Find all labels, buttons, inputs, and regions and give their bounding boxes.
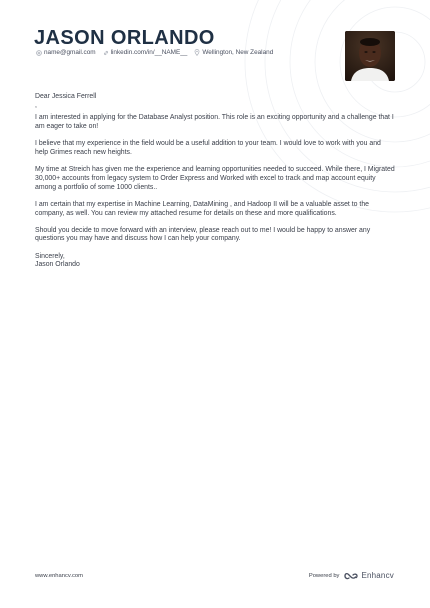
powered-by <box>309 571 394 580</box>
enhancv-logo-icon <box>344 572 358 580</box>
contact-email[interactable] <box>36 49 96 56</box>
letter-paragraph: Should you decide to move forward with an interview, please reach out to me! I would be happy to answer any questions you may have and discuss how I can help your company. <box>35 226 371 243</box>
closing: Sincerely, <box>35 252 65 260</box>
location-text: Wellington, New Zealand <box>202 49 274 56</box>
email-text: name@gmail.com <box>44 49 96 56</box>
salutation: Dear Jessica Ferrell <box>35 93 97 100</box>
powered-by-label: Powered by <box>308 572 340 579</box>
link-icon <box>103 50 109 56</box>
brand-name: Enhancv <box>361 571 394 580</box>
letter-paragraph: I believe that my experience in the field would be a useful addition to your team. I would love to work with you and help Grimes reach new heights. <box>35 140 381 157</box>
salutation-mark: , <box>35 101 37 109</box>
footer <box>35 571 394 580</box>
location-pin-icon <box>194 49 200 56</box>
letter-paragraph: I am certain that my expertise in Machine Learning, DataMining , and Hadoop II will be a valuable asset to the company, as well. You can review my attached resume for details on these and more qualifications. <box>35 200 369 217</box>
applicant-name: JASON ORLANDO <box>34 27 215 49</box>
contact-linkedin[interactable] <box>103 49 188 56</box>
at-icon <box>36 50 42 56</box>
contact-info <box>36 49 273 56</box>
contact-location <box>194 49 273 56</box>
brand-logo[interactable] <box>344 571 394 580</box>
linkedin-text: linkedin.com/in/__NAME__ <box>110 49 188 56</box>
letter-body <box>35 93 395 270</box>
letter-paragraph: My time at Streich has given me the experience and learning opportunities needed to succeed. While there, I Migrated 30,000+ accounts from legacy system to Order Express and Worked with excel to track and map account equity among a portfolio of some 1000 clients.. <box>35 166 395 191</box>
footer-website-link[interactable]: www.enhancv.com <box>35 572 83 579</box>
signature: Jason Orlando <box>35 261 80 269</box>
letter-paragraph: I am interested in applying for the Database Analyst position. This role is an exciting opportunity and a challenge that I am eager to take on! <box>35 114 394 131</box>
profile-photo <box>345 31 395 81</box>
profile-photo-image <box>345 31 395 81</box>
